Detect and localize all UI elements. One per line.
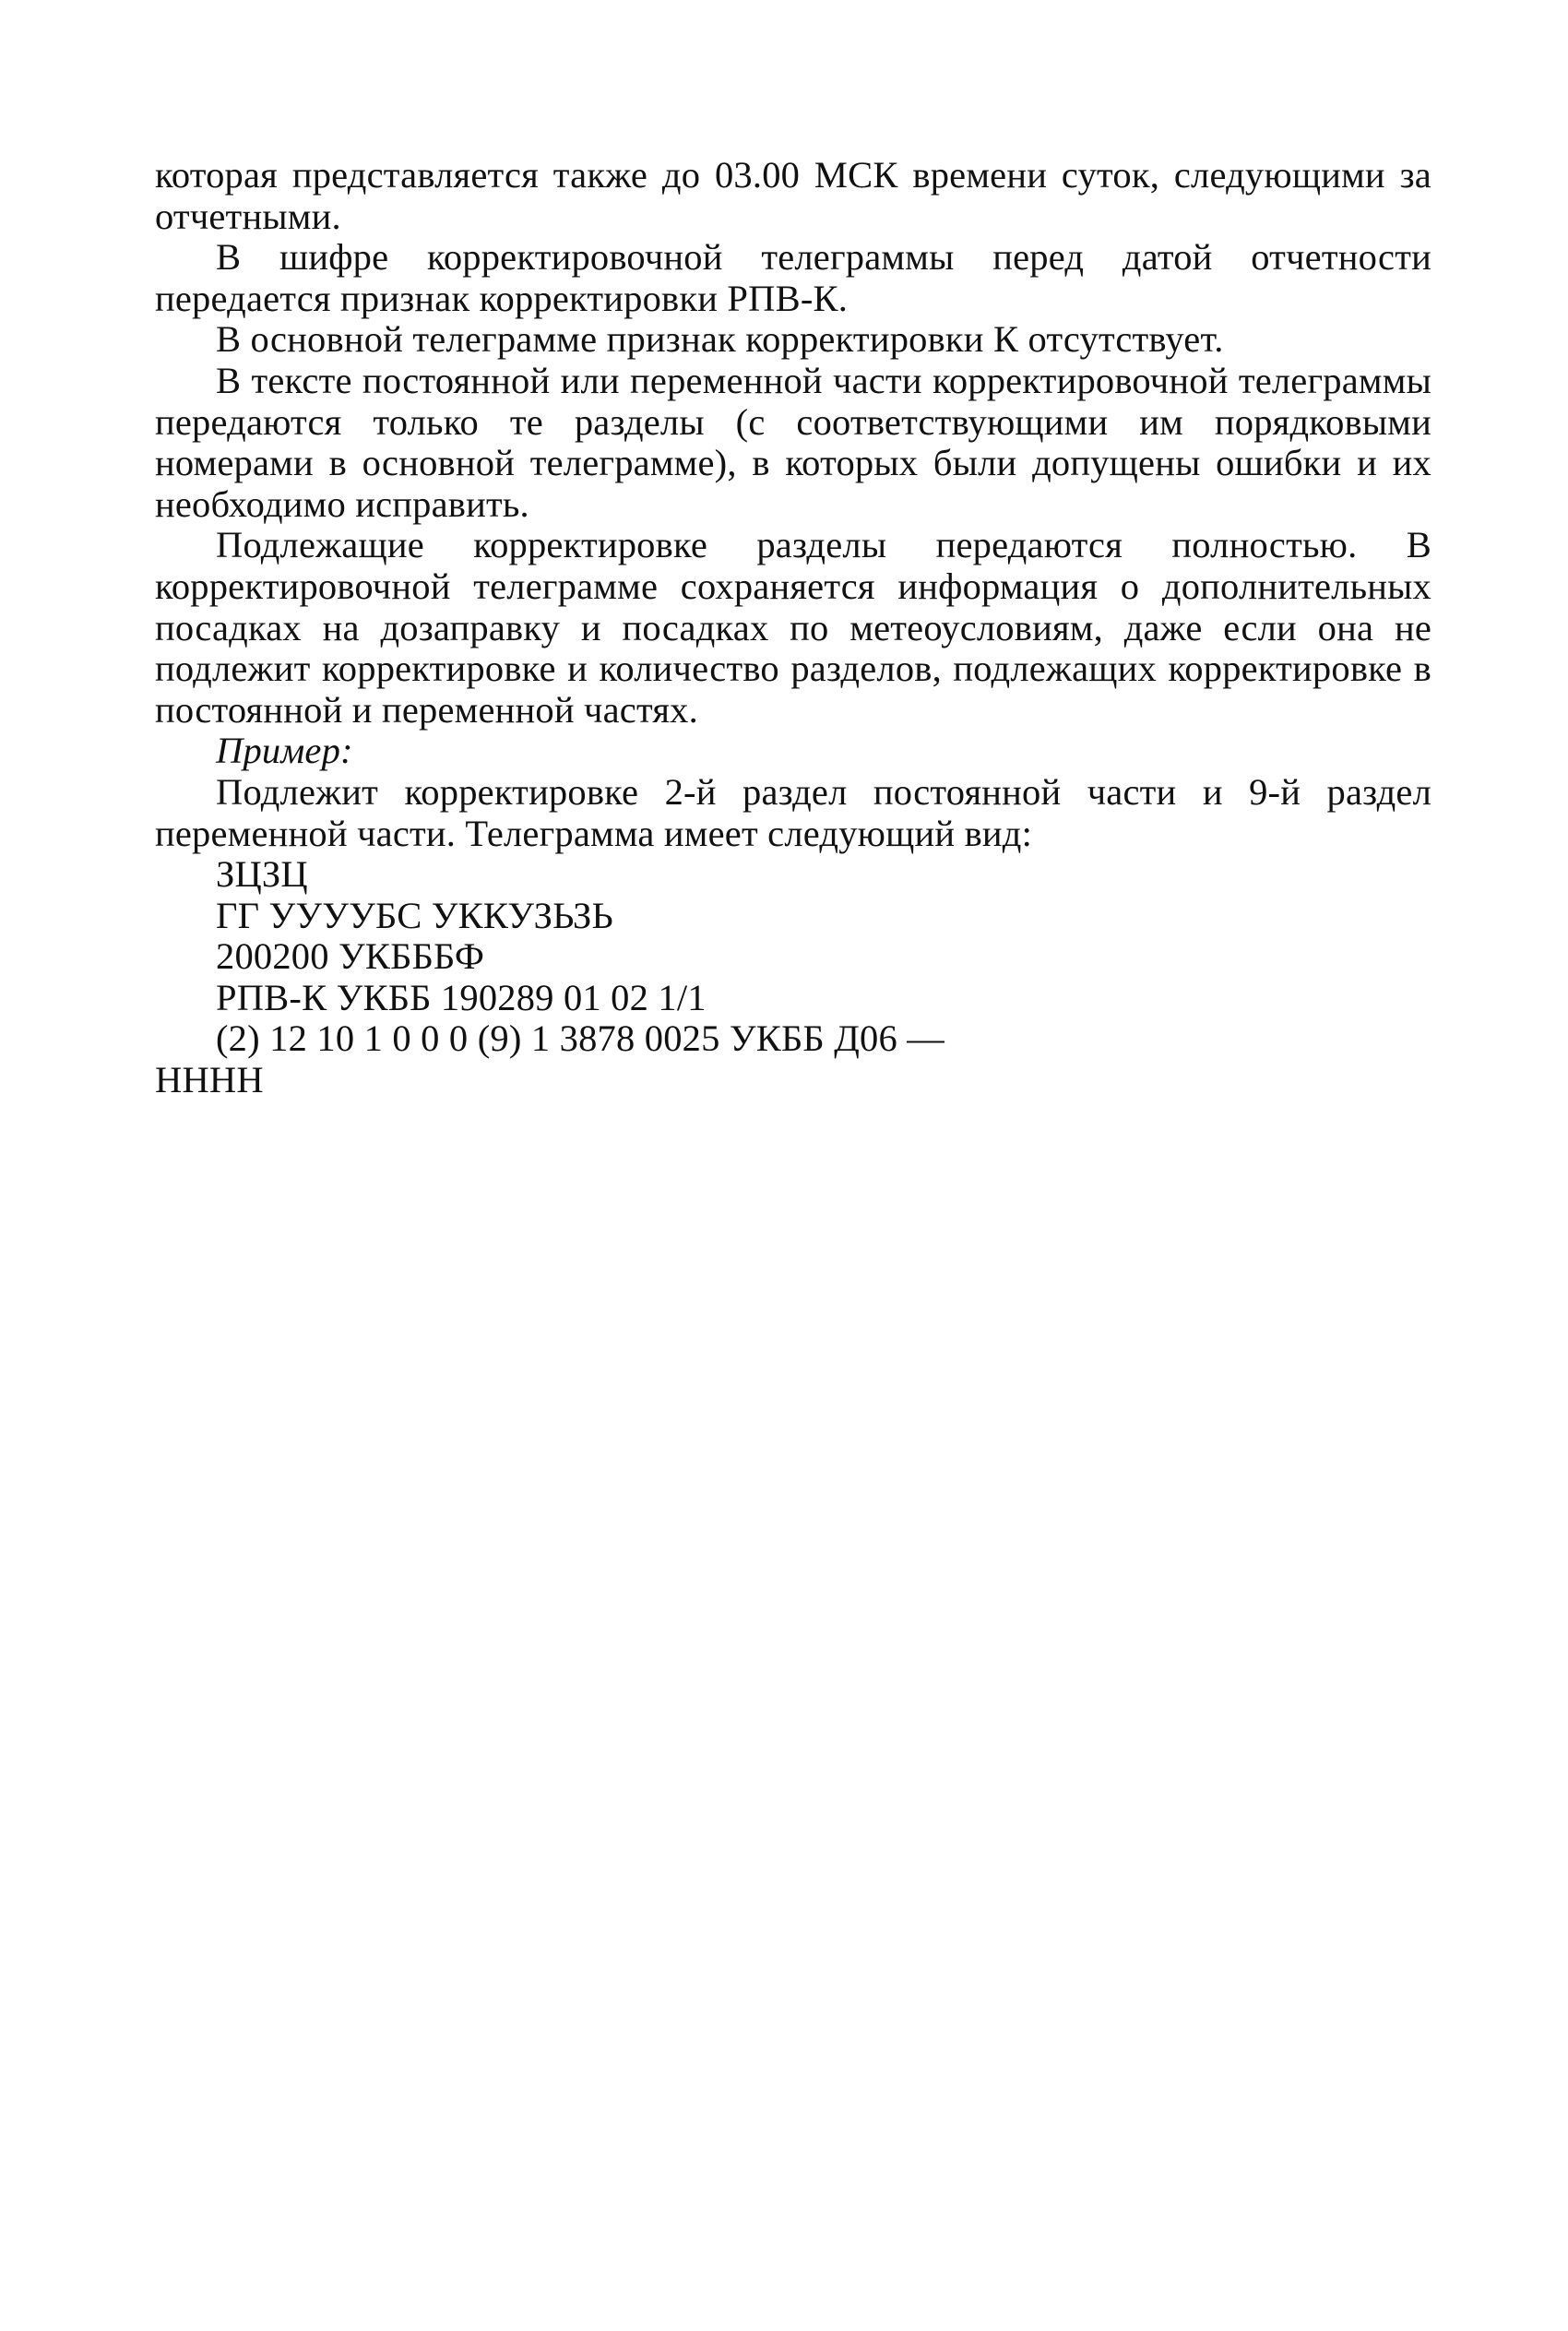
paragraph-sections-transmitted: В тексте постоянной или переменной части корректировочной телеграммы передаются только те разделы (с соответствующими им порядковыми номерами в основной телеграмме), в которых были допущены ошибки и их необходимо исправить. (155, 359, 1431, 525)
telegram-end-marker: НННН (155, 1059, 264, 1101)
example-text: Подлежит корректировке 2-й раздел постоянной части и 9-й раздел переменной части. Телеграмма имеет следующий вид: (155, 770, 1431, 854)
paragraph-correction-code: В шифре корректировочной телеграммы перед датой отчетности передается признак корректировки РПВ-К. (155, 236, 1431, 319)
paragraph-main-telegram: В основной телеграмме признак корректировки К отсутствует. (216, 318, 1224, 361)
paragraph-sections-full: Подлежащие корректировке разделы передаются полностью. В корректировочной телеграмме сохраняется информация о дополнительных посадках на дозаправку и посадках по метеоусловиям, даже если она не подлежит корректировке и количество разделов, подлежащих корректировке в постоянной и переменной частях. (155, 524, 1431, 731)
telegram-line: ЗЦЗЦ (216, 853, 308, 896)
telegram-example (155, 854, 1431, 1101)
telegram-line: (2) 12 10 1 0 0 0 (9) 1 3878 0025 УКББ Д06 — (216, 1017, 944, 1060)
telegram-line: ГГ УУУУБС УККУЗЬЗЬ (216, 894, 613, 936)
document-page (155, 155, 1431, 1101)
paragraph-continuation: которая представляется также до 03.00 МСК времени суток, следующими за отчетными. (155, 154, 1431, 237)
telegram-line: 200200 УКБББФ (216, 935, 485, 978)
telegram-line: РПВ-К УКББ 190289 01 02 1/1 (216, 976, 707, 1018)
example-label: Пример: (216, 730, 353, 772)
